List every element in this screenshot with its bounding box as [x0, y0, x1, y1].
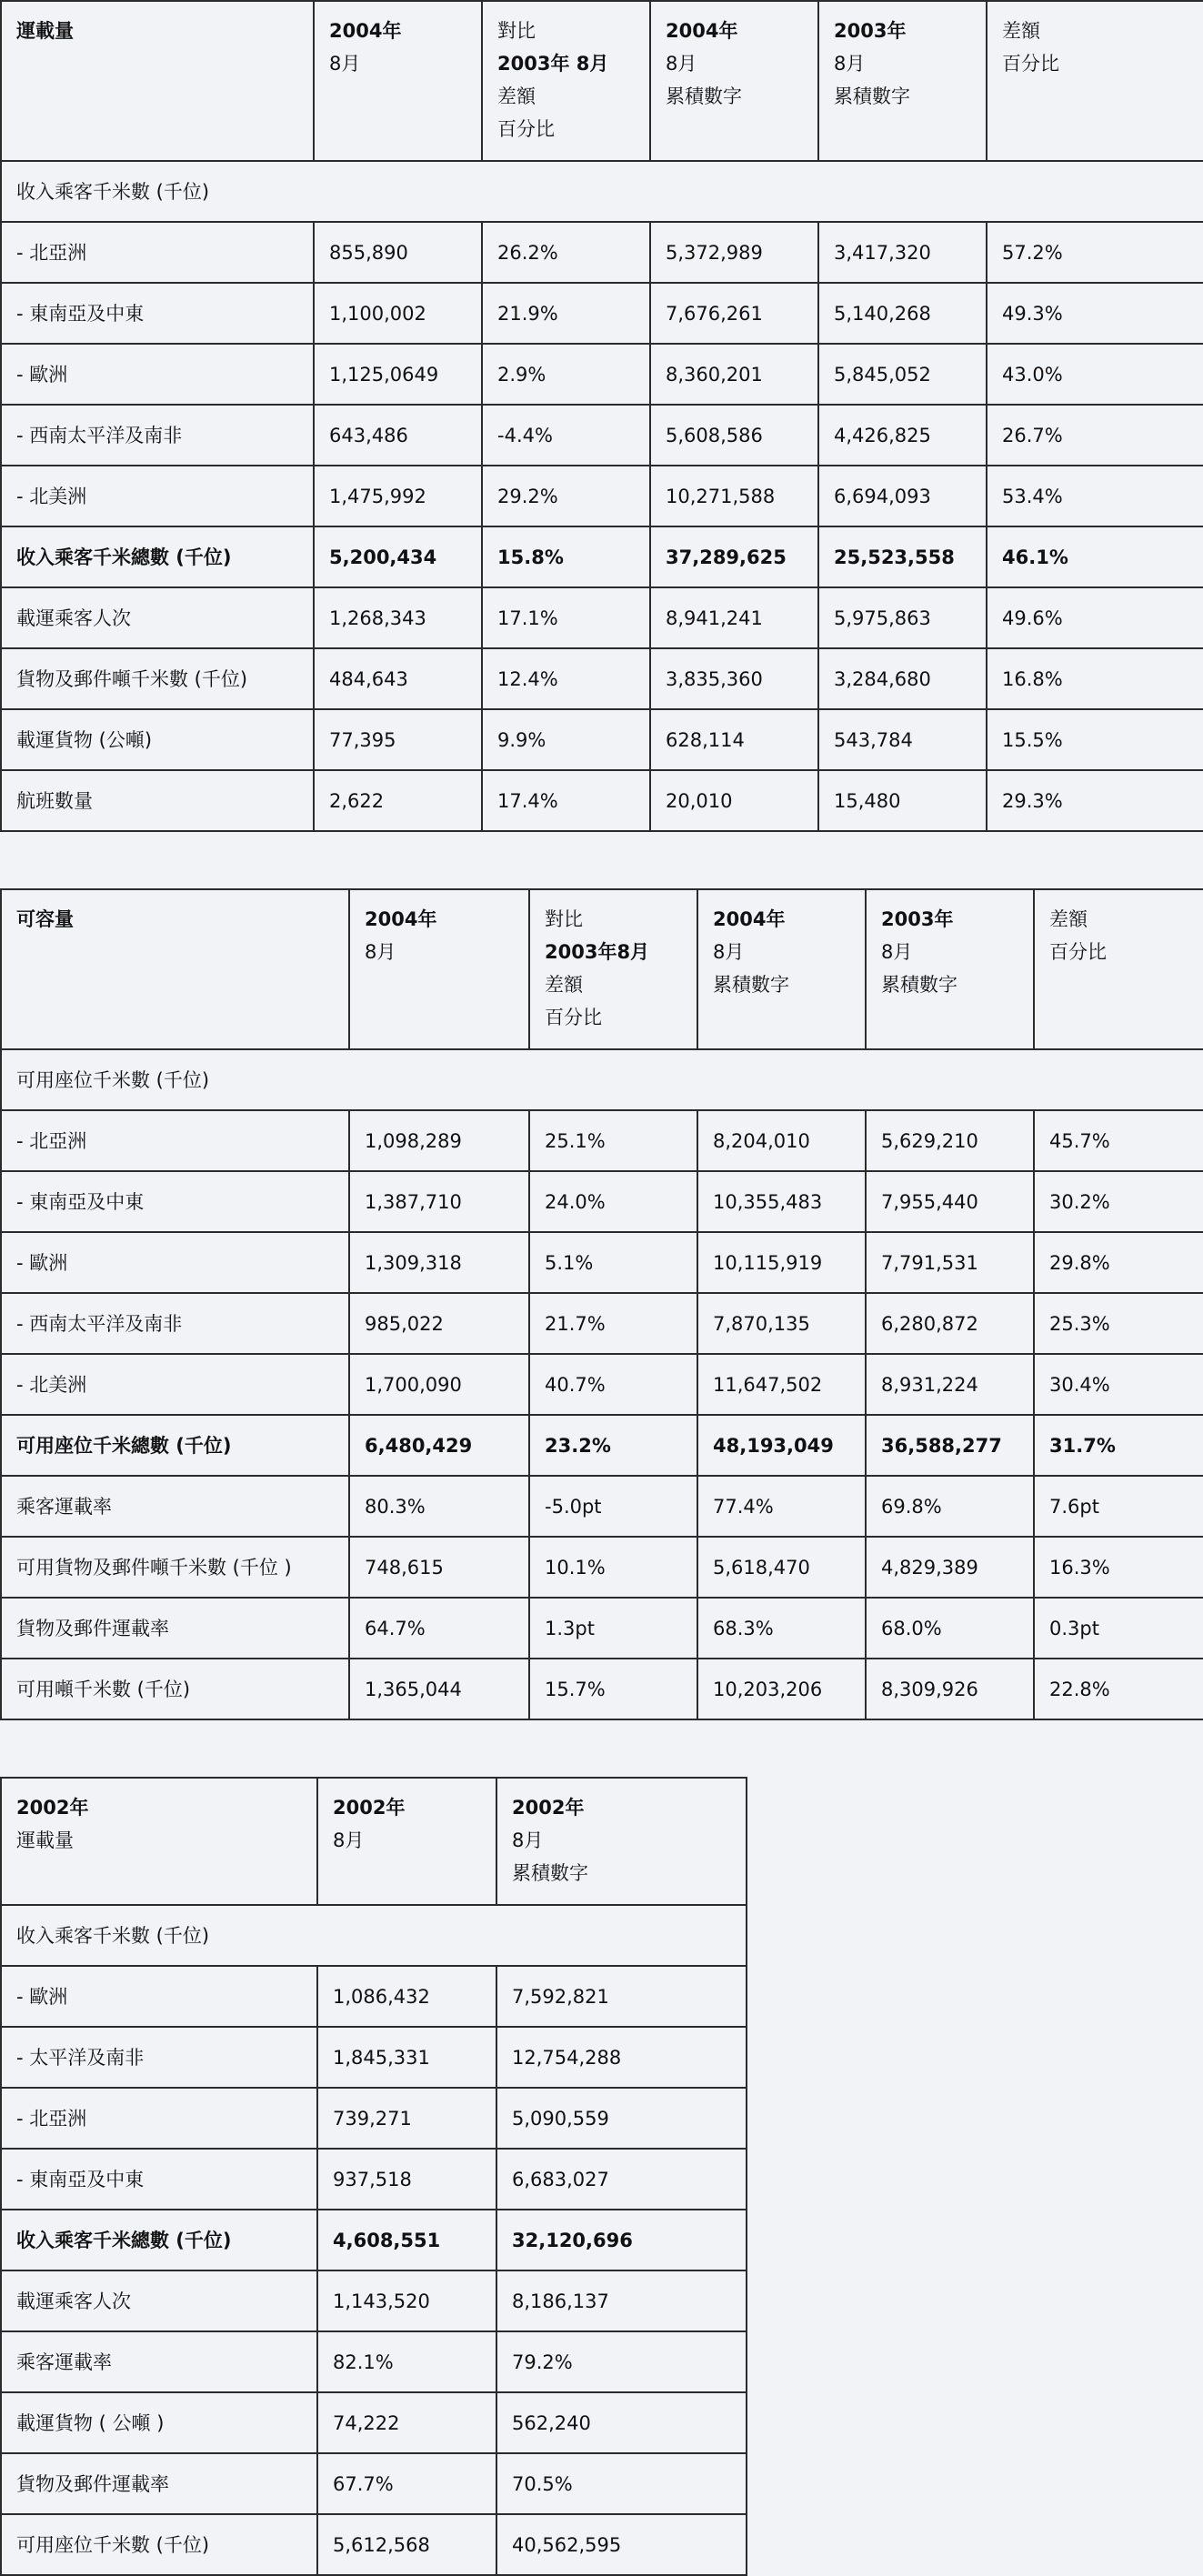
cell-value: 6,280,872: [866, 1293, 1034, 1354]
row-label: - 東南亞及中東: [1, 2149, 317, 2210]
header-line: 百分比: [545, 1007, 602, 1028]
cell-value: 5,608,586: [650, 405, 818, 466]
cell-value: 8,204,010: [697, 1110, 866, 1171]
row-label: 載運乘客人次: [1, 2270, 317, 2331]
cell-value: 1,086,432: [317, 1966, 496, 2027]
cell-value: 30.4%: [1034, 1354, 1203, 1415]
cell-value: 68.3%: [697, 1598, 866, 1659]
column-header: [482, 1, 650, 161]
table-row: [1, 2027, 747, 2088]
header-line: 8月: [666, 53, 697, 75]
header-line: 累積數字: [713, 974, 789, 996]
cell-value: 49.3%: [987, 283, 1203, 344]
header-line: 8月: [365, 941, 396, 963]
header-line: 8月: [713, 941, 745, 963]
total-row: [1, 526, 1203, 587]
cell-value: 1,125,0649: [314, 344, 482, 405]
cell-value: 10,271,588: [650, 466, 818, 526]
cell-value: 25.1%: [529, 1110, 697, 1171]
row-label: - 歐洲: [1, 1232, 349, 1293]
cell-value: 3,417,320: [818, 222, 987, 283]
cell-value: 8,931,224: [866, 1354, 1034, 1415]
cell-value: 29.8%: [1034, 1232, 1203, 1293]
column-header: [529, 889, 697, 1049]
cell-value: 5,975,863: [818, 587, 987, 648]
table-row: [1, 648, 1203, 709]
cell-value: 7,592,821: [496, 1966, 747, 2027]
cell-value: 6,683,027: [496, 2149, 747, 2210]
cell-value: 7,676,261: [650, 283, 818, 344]
cell-value: 46.1%: [987, 526, 1203, 587]
column-header: [818, 1, 987, 161]
cell-value: 1,309,318: [349, 1232, 529, 1293]
cell-value: 69.8%: [866, 1476, 1034, 1537]
header-line: 2004年: [329, 20, 402, 42]
table-row: [1, 1537, 1203, 1598]
table-row: [1, 2270, 747, 2331]
cell-value: 6,480,429: [349, 1415, 529, 1476]
section-label: 收入乘客千米數 (千位): [1, 1905, 747, 1966]
cell-value: 24.0%: [529, 1171, 697, 1232]
cell-value: 1,845,331: [317, 2027, 496, 2088]
table-row: [1, 344, 1203, 405]
header-line: 差額: [545, 974, 583, 996]
row-label: 可用噸千米數 (千位): [1, 1659, 349, 1719]
header-line: 2004年: [666, 20, 738, 42]
cell-value: 484,643: [314, 648, 482, 709]
header-line: 累積數字: [834, 85, 910, 107]
table-row: [1, 466, 1203, 526]
cell-value: 30.2%: [1034, 1171, 1203, 1232]
cell-value: 6,694,093: [818, 466, 987, 526]
cell-value: 67.7%: [317, 2453, 496, 2514]
cell-value: 3,284,680: [818, 648, 987, 709]
total-row: [1, 1415, 1203, 1476]
header-line: 百分比: [1002, 53, 1059, 75]
section-row: [1, 1049, 1203, 1110]
table-row: [1, 1171, 1203, 1232]
cell-value: 23.2%: [529, 1415, 697, 1476]
table-row: [1, 709, 1203, 770]
cell-value: 5,372,989: [650, 222, 818, 283]
header-line: 2002年: [16, 1797, 89, 1819]
table-row: [1, 1293, 1203, 1354]
traffic-table-2002: [0, 1777, 747, 2576]
row-label: 載運貨物 (公噸): [1, 709, 314, 770]
cell-value: 49.6%: [987, 587, 1203, 648]
cell-value: 4,608,551: [317, 2210, 496, 2270]
cell-value: 74,222: [317, 2392, 496, 2453]
header-line: 2003年 8月: [497, 53, 609, 75]
section-row: [1, 1905, 747, 1966]
table-row: [1, 2331, 747, 2392]
header-line: 差額: [1049, 908, 1088, 930]
table-row: [1, 2453, 747, 2514]
cell-value: 1.3pt: [529, 1598, 697, 1659]
cell-value: 5,200,434: [314, 526, 482, 587]
cell-value: 15.5%: [987, 709, 1203, 770]
cell-value: 17.4%: [482, 770, 650, 831]
row-label: - 歐洲: [1, 344, 314, 405]
cell-value: 543,784: [818, 709, 987, 770]
cell-value: 26.7%: [987, 405, 1203, 466]
cell-value: 5,845,052: [818, 344, 987, 405]
cell-value: 37,289,625: [650, 526, 818, 587]
table-row: [1, 222, 1203, 283]
row-label: - 歐洲: [1, 1966, 317, 2027]
cell-value: 1,268,343: [314, 587, 482, 648]
row-label: - 西南太平洋及南非: [1, 405, 314, 466]
cell-value: 1,100,002: [314, 283, 482, 344]
header-line: 8月: [512, 1829, 544, 1851]
cell-value: 15.8%: [482, 526, 650, 587]
cell-value: 79.2%: [496, 2331, 747, 2392]
cell-value: -5.0pt: [529, 1476, 697, 1537]
cell-value: 562,240: [496, 2392, 747, 2453]
column-header: [650, 1, 818, 161]
row-label: - 北亞洲: [1, 1110, 349, 1171]
cell-value: 9.9%: [482, 709, 650, 770]
header-line: 百分比: [1049, 941, 1107, 963]
table-row: [1, 587, 1203, 648]
cell-value: 20,010: [650, 770, 818, 831]
table-row: [1, 1659, 1203, 1719]
row-label: - 北亞洲: [1, 222, 314, 283]
cell-value: 57.2%: [987, 222, 1203, 283]
cell-value: 70.5%: [496, 2453, 747, 2514]
cell-value: 40,562,595: [496, 2514, 747, 2575]
cell-value: 10,203,206: [697, 1659, 866, 1719]
cell-value: 45.7%: [1034, 1110, 1203, 1171]
cell-value: 25,523,558: [818, 526, 987, 587]
cell-value: 15.7%: [529, 1659, 697, 1719]
table-row: [1, 1598, 1203, 1659]
row-label: 載運貨物 ( 公噸 ): [1, 2392, 317, 2453]
cell-value: 739,271: [317, 2088, 496, 2149]
cell-value: 628,114: [650, 709, 818, 770]
cell-value: 5,612,568: [317, 2514, 496, 2575]
header-line: 8月: [834, 53, 866, 75]
row-label: - 西南太平洋及南非: [1, 1293, 349, 1354]
cell-value: 36,588,277: [866, 1415, 1034, 1476]
cell-value: 5.1%: [529, 1232, 697, 1293]
cell-value: 53.4%: [987, 466, 1203, 526]
column-header: [1, 1, 314, 161]
cell-value: 1,098,289: [349, 1110, 529, 1171]
column-header: [496, 1778, 747, 1905]
row-label: - 太平洋及南非: [1, 2027, 317, 2088]
cell-value: 7,791,531: [866, 1232, 1034, 1293]
table-row: [1, 770, 1203, 831]
header-line: 對比: [497, 20, 536, 42]
header-line: 百分比: [497, 118, 555, 140]
header-line: 差額: [1002, 20, 1040, 42]
cell-value: 1,475,992: [314, 466, 482, 526]
cell-value: 2.9%: [482, 344, 650, 405]
header-line: 累積數字: [881, 974, 957, 996]
table-row: [1, 1232, 1203, 1293]
column-header: [866, 889, 1034, 1049]
header-line: 對比: [545, 908, 583, 930]
header-line: 2002年: [512, 1797, 585, 1819]
table-row: [1, 1354, 1203, 1415]
cell-value: 40.7%: [529, 1354, 697, 1415]
cell-value: 1,365,044: [349, 1659, 529, 1719]
table-row: [1, 2392, 747, 2453]
section-row: [1, 161, 1203, 222]
cell-value: -4.4%: [482, 405, 650, 466]
header-line: 2003年8月: [545, 941, 650, 963]
cell-value: 985,022: [349, 1293, 529, 1354]
cell-value: 8,941,241: [650, 587, 818, 648]
column-header: [314, 1, 482, 161]
header-line: 2002年: [333, 1797, 406, 1819]
row-label: 乘客運載率: [1, 1476, 349, 1537]
header-line: 2004年: [713, 908, 786, 930]
cell-value: 32,120,696: [496, 2210, 747, 2270]
header-line: 8月: [881, 941, 913, 963]
header-line: 運載量: [16, 1829, 74, 1851]
cell-value: 12,754,288: [496, 2027, 747, 2088]
cell-value: 7,870,135: [697, 1293, 866, 1354]
row-label: 收入乘客千米總數 (千位): [1, 526, 314, 587]
header-line: 累積數字: [512, 1862, 588, 1884]
cell-value: 8,360,201: [650, 344, 818, 405]
table-row: [1, 1110, 1203, 1171]
cell-value: 5,629,210: [866, 1110, 1034, 1171]
cell-value: 21.9%: [482, 283, 650, 344]
cell-value: 748,615: [349, 1537, 529, 1598]
cell-value: 22.8%: [1034, 1659, 1203, 1719]
cell-value: 43.0%: [987, 344, 1203, 405]
cell-value: 1,387,710: [349, 1171, 529, 1232]
cell-value: 643,486: [314, 405, 482, 466]
row-label: - 北美洲: [1, 466, 314, 526]
row-label: 貨物及郵件運載率: [1, 2453, 317, 2514]
header-line: 8月: [329, 53, 361, 75]
cell-value: 7,955,440: [866, 1171, 1034, 1232]
column-header: [697, 889, 866, 1049]
row-label: 收入乘客千米總數 (千位): [1, 2210, 317, 2270]
cell-value: 2,622: [314, 770, 482, 831]
table-row: [1, 1966, 747, 2027]
row-label: 乘客運載率: [1, 2331, 317, 2392]
row-label: 可用座位千米總數 (千位): [1, 1415, 349, 1476]
cell-value: 21.7%: [529, 1293, 697, 1354]
cell-value: 68.0%: [866, 1598, 1034, 1659]
header-line: 8月: [333, 1829, 365, 1851]
header-line: 2004年: [365, 908, 437, 930]
cell-value: 4,426,825: [818, 405, 987, 466]
header-line: 差額: [497, 85, 536, 107]
row-label: 貨物及郵件噸千米數 (千位): [1, 648, 314, 709]
cell-value: 1,700,090: [349, 1354, 529, 1415]
row-label: 航班數量: [1, 770, 314, 831]
cell-value: 12.4%: [482, 648, 650, 709]
cell-value: 5,618,470: [697, 1537, 866, 1598]
header-line: 可容量: [16, 908, 74, 930]
cell-value: 7.6pt: [1034, 1476, 1203, 1537]
header-line: 2003年: [834, 20, 907, 42]
cell-value: 5,140,268: [818, 283, 987, 344]
cell-value: 29.2%: [482, 466, 650, 526]
cell-value: 16.3%: [1034, 1537, 1203, 1598]
cell-value: 1,143,520: [317, 2270, 496, 2331]
total-row: [1, 2210, 747, 2270]
cell-value: 64.7%: [349, 1598, 529, 1659]
cell-value: 855,890: [314, 222, 482, 283]
column-header: [1, 1778, 317, 1905]
cell-value: 48,193,049: [697, 1415, 866, 1476]
cell-value: 8,309,926: [866, 1659, 1034, 1719]
header-row: [1, 1, 1203, 161]
table-row: [1, 1476, 1203, 1537]
cell-value: 5,090,559: [496, 2088, 747, 2149]
cell-value: 31.7%: [1034, 1415, 1203, 1476]
cell-value: 80.3%: [349, 1476, 529, 1537]
cell-value: 82.1%: [317, 2331, 496, 2392]
row-label: - 東南亞及中東: [1, 283, 314, 344]
cell-value: 77,395: [314, 709, 482, 770]
cell-value: 10.1%: [529, 1537, 697, 1598]
cell-value: 77.4%: [697, 1476, 866, 1537]
cell-value: 8,186,137: [496, 2270, 747, 2331]
cell-value: 26.2%: [482, 222, 650, 283]
cell-value: 25.3%: [1034, 1293, 1203, 1354]
cell-value: 937,518: [317, 2149, 496, 2210]
cell-value: 11,647,502: [697, 1354, 866, 1415]
cell-value: 3,835,360: [650, 648, 818, 709]
section-label: 收入乘客千米數 (千位): [1, 161, 1203, 222]
header-row: [1, 1778, 747, 1905]
traffic-table-2004: [0, 0, 1203, 832]
table-row: [1, 283, 1203, 344]
cell-value: 10,115,919: [697, 1232, 866, 1293]
row-label: - 北美洲: [1, 1354, 349, 1415]
table-row: [1, 2149, 747, 2210]
header-row: [1, 889, 1203, 1049]
table-row: [1, 2088, 747, 2149]
column-header: [1034, 889, 1203, 1049]
cell-value: 10,355,483: [697, 1171, 866, 1232]
cell-value: 4,829,389: [866, 1537, 1034, 1598]
row-label: 可用座位千米數 (千位): [1, 2514, 317, 2575]
table-row: [1, 405, 1203, 466]
cell-value: 15,480: [818, 770, 987, 831]
capacity-table-2004: [0, 888, 1203, 1720]
column-header: [987, 1, 1203, 161]
cell-value: 29.3%: [987, 770, 1203, 831]
header-line: 累積數字: [666, 85, 742, 107]
row-label: 貨物及郵件運載率: [1, 1598, 349, 1659]
header-line: 2003年: [881, 908, 954, 930]
row-label: - 東南亞及中東: [1, 1171, 349, 1232]
column-header: [317, 1778, 496, 1905]
row-label: 載運乘客人次: [1, 587, 314, 648]
cell-value: 16.8%: [987, 648, 1203, 709]
column-header: [349, 889, 529, 1049]
column-header: [1, 889, 349, 1049]
cell-value: 0.3pt: [1034, 1598, 1203, 1659]
table-row: [1, 2514, 747, 2575]
row-label: - 北亞洲: [1, 2088, 317, 2149]
row-label: 可用貨物及郵件噸千米數 (千位 ): [1, 1537, 349, 1598]
header-line: 運載量: [16, 20, 74, 42]
section-label: 可用座位千米數 (千位): [1, 1049, 1203, 1110]
cell-value: 17.1%: [482, 587, 650, 648]
